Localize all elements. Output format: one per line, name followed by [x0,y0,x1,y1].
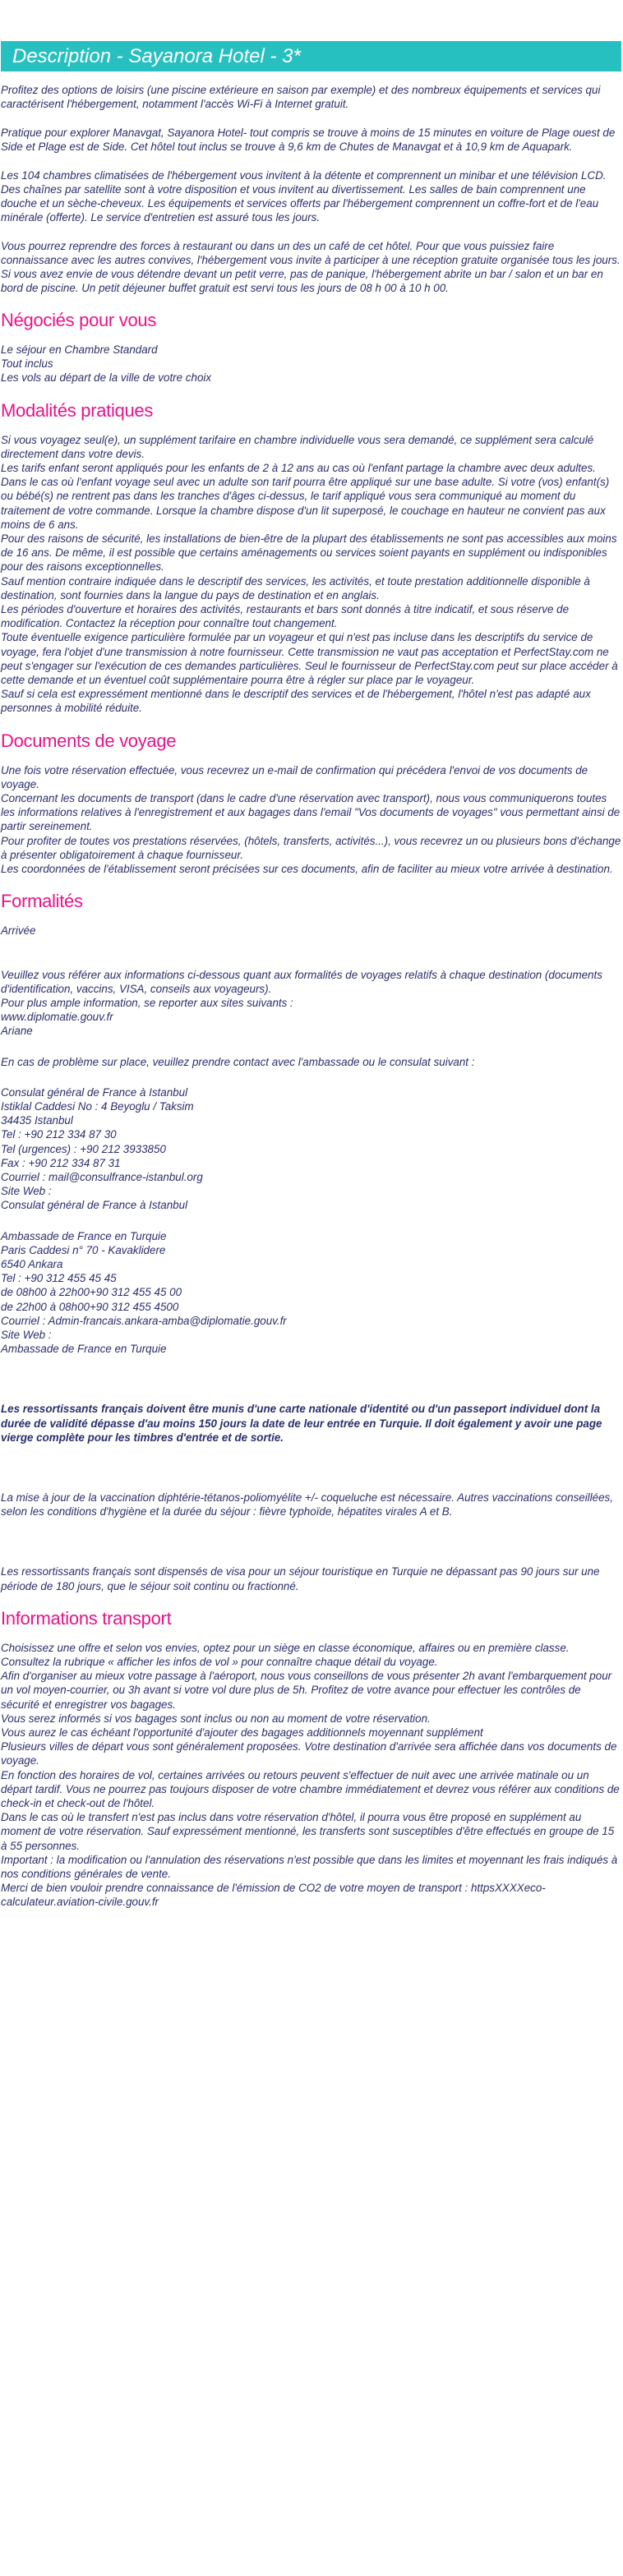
text-line: Une fois votre réservation effectuée, vous recevrez un e-mail de confirmation qui précédera l'envoi de vos documents de voyage. [1,763,588,790]
text-line: Sauf mention contraire indiquée dans le descriptif des services, les activités, et toute prestation additionnelle disponible à destination, sont fournies dans la langue du pays de destination et en anglais. [1,574,590,601]
description-section [1,83,621,295]
text-line: Tel : +90 312 455 45 45 [1,1272,117,1285]
co2-line: Merci de bien vouloir prendre connaissance de l'émission de CO2 de votre moyen de transport : httpsXXXXeco-calculateur.aviation-civile.gouv.fr [1,1882,546,1909]
list-item: Tout inclus [1,357,53,371]
text-line: Consulat général de France à Istanbul [1,1085,188,1099]
diplomatie-link[interactable]: www.diplomatie.gouv.fr [1,1011,113,1024]
ambassade-link[interactable]: Ambassade de France en Turquie [1,1343,167,1356]
spacer [1,1356,621,1385]
description-paragraph: Pratique pour explorer Manavgat, Sayanora Hotel- tout compris se trouve à moins de 15 minutes en voiture de Plage ouest de Side et Plage est de Side. Cet hôtel tout inclus se trouve à 9,6 km de Chutes de Manavgat et à 10,9 km de Aquapark. [1,127,616,153]
text-line: Consultez la rubrique « afficher les infos de vol » pour connaître chaque détail du voyage. [1,1656,438,1668]
text-line: En cas de problème sur place, veuillez prendre contact avec l'ambassade ou le consulat suivant : [1,1055,475,1068]
spacer [1,1213,621,1229]
modalites-text [1,433,621,716]
text-line: Courriel : mail@consulfrance-istanbul.org [1,1170,203,1183]
negocies-list [1,343,621,385]
list-item: Le séjour en Chambre Standard [1,343,158,356]
consulat-link[interactable]: Consulat général de France à Istanbul [1,1199,188,1212]
text-line: Les tarifs enfant seront appliqués pour les enfants de 2 à 12 ans au cas où l'enfant partage la chambre avec deux adultes. Dans le cas où l'enfant voyage seul avec un adulte son tarif pourra être appliqué sur une base adulte. Si votre (vos) enfant(s) ou bébé(s) ne rentrent pas dans les tranches d'âges ci-dessus, le tarif appliqué vous sera communiqué au moment du traitement de votre commande. Lorsque la chambre dispose d'un lit superposé, le couchage en hauteur ne convient pas aux moins de 6 ans. [1,462,610,531]
top-spacer [1,0,621,41]
text-line: Plusieurs villes de départ vous sont généralement proposées. Votre destination d'arrivée sera affichée dans vos documents de voyage. [1,1740,617,1767]
text-line: Si vous voyagez seul(e), un supplément tarifaire en chambre individuelle vous sera demandé, ce supplément sera calculé directement dans votre devis. [1,433,594,460]
text-line: Ambassade de France en Turquie [1,1229,167,1242]
formalites-section [1,924,621,1593]
text-line: En fonction des horaires de vol, certaines arrivées ou retours peuvent s'effectuer de nuit avec une arrivée matinale ou un départ tardif. Vous ne pourrez pas toujours disposer de votre chambre immédiatement et devrez vous référer aux conditions de check-in et check-out de l'hôtel. [1,1768,620,1810]
text-line: Pour des raisons de sécurité, les installations de bien-être de la plupart des établissements ne sont pas accessibles aux moins de 16 ans. De même, il est possible que certains aménagements ou services soient payants en supplément ou indisponibles pour des raisons exceptionnelles. [1,532,617,574]
formalites-heading: Formalités [1,891,83,912]
text-line: Courriel : Admin-francais.ankara-amba@diplomatie.gouv.fr [1,1314,287,1327]
text-line: Tel (urgences) : +90 212 3933850 [1,1142,166,1155]
description-paragraph: Profitez des options de loisirs (une piscine extérieure en saison par exemple) et des nombreux équipements et services qui caractérisent l'hébergement, notamment l'accès Wi-Fi à Internet gratuit. [1,84,601,110]
ariane-link[interactable]: Ariane [1,1025,33,1038]
text-line: Veuillez vous référer aux informations ci-dessous quant aux formalités de voyages relatifs à chaque destination (documents d'identification, vaccins, VISA, conseils aux voyageurs). [1,968,602,995]
text-line: Tel : +90 212 334 87 30 [1,1128,117,1141]
text-line: Vous aurez le cas échéant l'opportunité d'ajouter des bagages additionnels moyennant supplément [1,1726,483,1740]
text-line: Pour profiter de toutes vos prestations réservées, (hôtels, transferts, activités...), vous recevrez un ou plusieurs bons d'échange à présenter obligatoirement à chaque fournisseur. [1,834,621,861]
transport-heading: Informations transport [1,1607,172,1629]
visa-notice: Les ressortissants français sont dispensés de visa pour un séjour touristique en Turquie ne dépassant pas 90 jours sur une période de 180 jours, que le séjour soit continu ou fractionné. [1,1565,600,1592]
text-line: 6540 Ankara [1,1257,63,1270]
documents-text [1,763,621,877]
list-item: Les vols au départ de la ville de votre choix [1,371,212,385]
text-line: Important : la modification ou l'annulation des réservations n'est possible que dans les limites et moyennant les frais indiqués à nos conditions générales de vente. [1,1853,618,1881]
spacer [1,1548,621,1564]
spacer [1,938,621,968]
spacer [1,1474,621,1491]
text-line: Site Web : [1,1328,52,1341]
text-line: Istiklal Caddesi No : 4 Beyoglu / Taksim [1,1099,194,1113]
text-line: Pour plus ample information, se reporter aux sites suivants : [1,996,293,1009]
text-line: Afin d'organiser au mieux votre passage à l'aéroport, nous vous conseillons de vous présenter 2h avant l'embarquement pour un vol moyen-courrier, ou 3h avant si votre vol dure plus de 5h. Profitez de votre avance pour effectuer les contrôles de sécurité et enregistrer vos bagages. [1,1670,612,1711]
text-line: 34435 Istanbul [1,1114,73,1127]
vaccination-notice: La mise à jour de la vaccination diphtérie-tétanos-poliomyélite +/- coqueluche est nécessaire. Autres vaccinations conseillées, selon les conditions d'hygiène et la durée du séjour : fièvre typhoïde, hépatites virales A et B. [1,1491,613,1518]
text-line: de 08h00 à 22h00+90 312 455 45 00 [1,1286,182,1299]
text-line: Les coordonnées de l'établissement seront précisées sur ces documents, afin de faciliter au mieux votre arrivée à destination. [1,863,613,876]
text-line: Choisissez une offre et selon vos envies, optez pour un siège en classe économique, affaires ou en première classe. [1,1641,570,1654]
text-line: Toute éventuelle exigence particulière formulée par un voyageur et qui n'est pas incluse dans les descriptifs du service de voyage, fera l'objet d'une transmission à notre fournisseur. Cette transmission ne vaut pas acceptation et PerfectStay.com ne peut s'engager sur l'exécution de ces demandes particulières. Seul le fournisseur de PerfectStay.com peut sur place accéder à cette demande et un éventuel coût supplémentaire pourra être à régler sur place par le voyageur. [1,631,618,687]
text-line: Les périodes d'ouverture et horaires des activités, restaurants et bars sont donnés à titre indicatif, et sous réserve de modification. Contactez la réception pour connaître tout changement. [1,603,570,630]
spacer [1,1039,621,1055]
spacer [1,1518,621,1548]
description-paragraph: Vous pourrez reprendre des forces à restaurant ou dans un des un café de cet hôtel. Pour que vous puissiez faire connaissance avec les autres convives, l'hébergement vous invite à participer à une réception gratuite organisée tous les jours. Si vous avez envie de vous détendre devant un petit verre, pas de panique, l'hébergement abrite un bar / salon et un bar en bord de piscine. Un petit déjeuner buffet gratuit est servi tous les jours de 08 h 00 à 10 h 00. [1,240,621,294]
arrivee-label: Arrivée [1,924,36,938]
modalites-heading: Modalités pratiques [1,399,154,421]
ambassade-block [1,1229,621,1357]
documents-heading: Documents de voyage [1,730,177,751]
description-paragraph: Les 104 chambres climatisées de l'hébergement vous invitent à la détente et comprennent un minibar et une télévision LCD. Des chaînes par satellite sont à votre disposition et vous invitent au divertissement. Les salles de bain comprennent une douche et un sèche-cheveux. Les équipements et services offerts par l'hébergement comprennent un coffre-fort et de l'eau minérale (offerte). Le service d'entretien est assuré tous les jours. [1,169,607,223]
text-line: Vous serez informés si vos bagages sont inclus ou non au moment de votre réservation. [1,1712,431,1725]
description-title-banner: Description - Sayanora Hotel - 3* [1,41,621,71]
text-line: Site Web : [1,1185,52,1198]
spacer [1,1445,621,1474]
text-line: de 22h00 à 08h00+90 312 455 4500 [1,1300,179,1313]
negocies-heading: Négociés pour vous [1,310,157,330]
spacer [1,1069,621,1085]
text-line: Fax : +90 212 334 87 31 [1,1156,121,1169]
text-line: Dans le cas où le transfert n'est pas inclus dans votre réservation d'hôtel, il pourra vous être proposé en supplément au moment de votre réservation. Sauf expressément mentionné, les transferts sont susceptibles d'être effectués en groupe de 15 à 55 personnes. [1,1811,615,1852]
text-line: Concernant les documents de transport (dans le cadre d'une réservation avec transport), nous vous communiquerons toutes les informations relatives à l'enregistrement et aux bagages dans l'email "Vos documents de voyages" vous permettant ainsi de partir sereinement. [1,792,621,833]
text-line: Paris Caddesi n° 70 - Kavaklidere [1,1243,166,1256]
ressortissants-notice: Les ressortissants français doivent être munis d'une carte nationale d'identité ou d'un passeport individuel dont la durée de validité dépasse d'au moins 150 jours la date de leur entrée en Turquie. Il doit également y avoir une page vierge complète pour les timbres d'entrée et de sortie. [1,1403,602,1444]
consulat-block [1,1085,621,1213]
text-line: Sauf si cela est expressément mentionné dans le descriptif des services et de l'hébergement, l'hôtel n'est pas adapté aux personnes à mobilité réduite. [1,688,591,715]
transport-text [1,1641,621,1910]
spacer [1,1385,621,1402]
